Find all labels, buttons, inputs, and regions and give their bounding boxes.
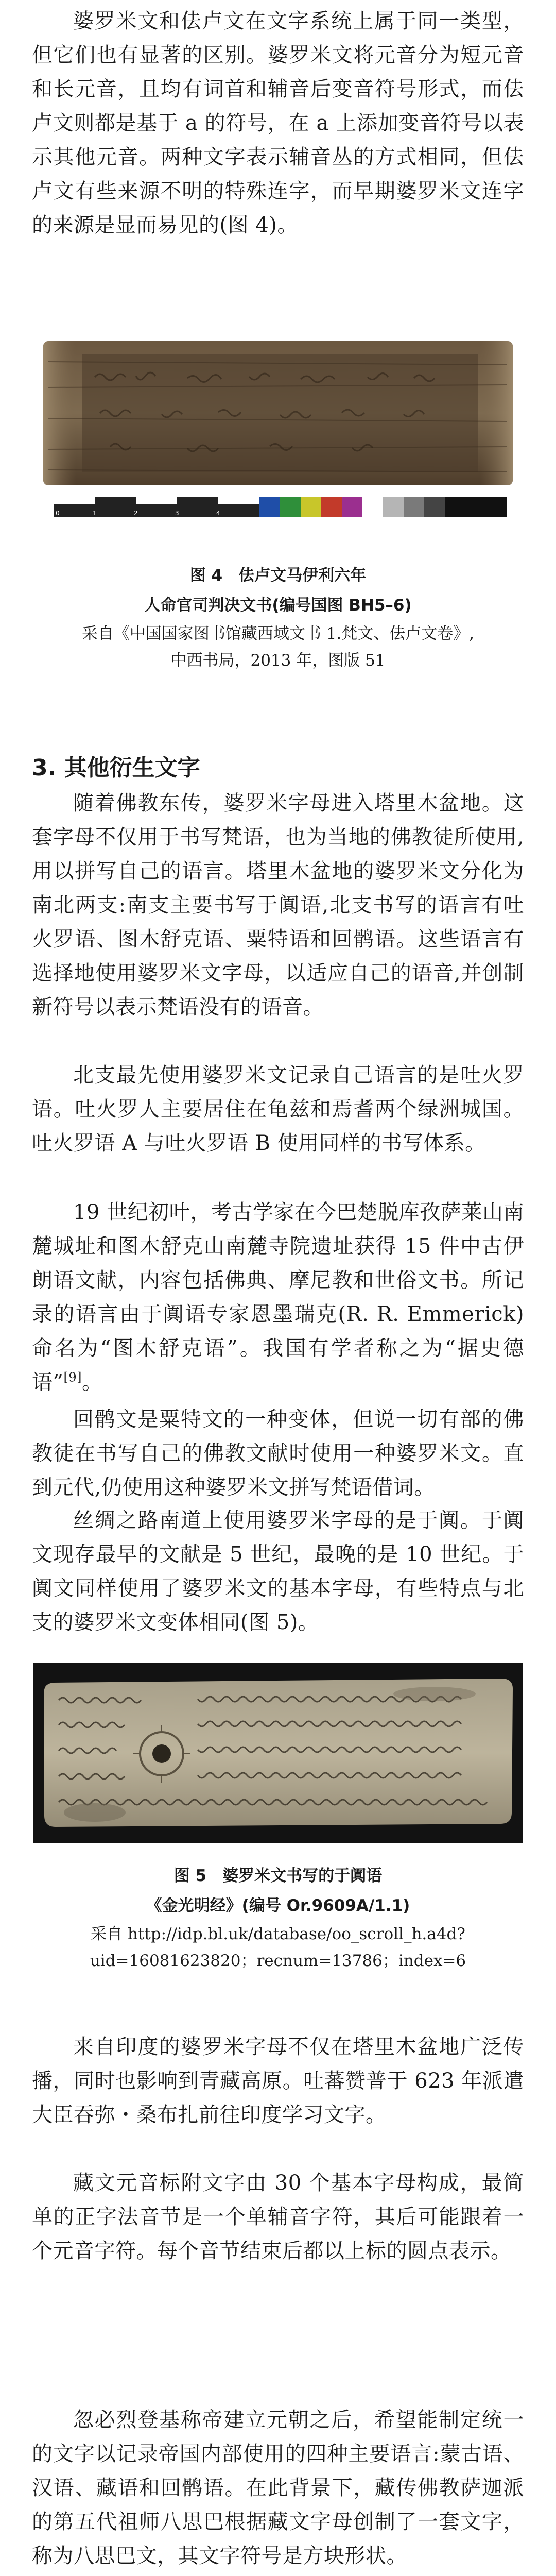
figure-4-source-line-1: 采自《中国国家图书馆藏西域文书 1.梵文、佉卢文卷》,: [81, 624, 475, 643]
paragraph-9: 忽必烈登基称帝建立元朝之后，希望能制定统一的文字以记录帝国内部使用的四种主要语言:蒙古语、汉语、藏语和回鹘语。在此背景下，藏传佛教萨迦派的第五代祖师八思巴根据藏文字母创制了一套文字，称为八思巴文，其文字符号是方块形状。: [32, 2408, 524, 2568]
figure-4-source-line-2: 中西书局，2013 年，图版 51: [170, 651, 386, 670]
figure-5-image: [33, 1663, 523, 1843]
paragraph-4-end: 。: [81, 1370, 103, 1394]
svg-text:4: 4: [216, 510, 220, 517]
paragraph-5: 回鹘文是粟特文的一种变体，但说一切有部的佛教徒在书写自己的佛教文献时使用一种婆罗米文。直到元代,仍使用这种婆罗米文拼写梵语借词。: [32, 1408, 524, 1499]
figure-5-source-line-2: uid=16081623820；recnum=13786；index=6: [90, 1952, 466, 1970]
svg-text:3: 3: [175, 510, 179, 517]
paragraph-3: 北支最先使用婆罗米文记录自己语言的是吐火罗语。吐火罗人主要居住在龟兹和焉耆两个绿洲城国。吐火罗语 A 与吐火罗语 B 使用同样的书写体系。: [32, 1063, 524, 1155]
figure-5-title-line-2: 《金光明经》(编号 Or.9609A/1.1): [146, 1896, 410, 1915]
figure-5-title-line-1: 图 5 婆罗米文书写的于阗语: [173, 1867, 383, 1885]
paragraph-4: [0, 1195, 556, 1399]
paragraph-8: 藏文元音标附文字由 30 个基本字母构成，最简单的正字法音节是一个单辅音字符，其后可能跟着一个元音字符。每个音节结束后都以上标的圆点表示。: [32, 2171, 524, 2263]
figure-4-title-line-1: 图 4 佉卢文马伊利六年: [189, 566, 367, 585]
svg-text:0: 0: [56, 510, 60, 517]
svg-text:1: 1: [93, 510, 97, 517]
figure-4-image: [33, 315, 523, 545]
section-heading: 3. 其他衍生文字: [32, 755, 200, 781]
figure-4-title-line-2: 人命官司判决文书(编号国图 BH5–6): [144, 596, 412, 615]
footnote-ref: [9]: [63, 1370, 82, 1385]
paragraph-2: 随着佛教东传，婆罗米字母进入塔里木盆地。这套字母不仅用于书写梵语，也为当地的佛教徒所使用,用以拼写自己的语言。塔里木盆地的婆罗米文分化为南北两支:南支主要书写于阗语,北支书写的语言有吐火罗语、图木舒克语、粟特语和回鹘语。这些语言有选择地使用婆罗米文字母，以适应自己的语音,并创制新符号以表示梵语没有的语音。: [32, 791, 524, 1019]
paragraph-4-text: 19 世纪初叶，考古学家在今巴楚脱库孜萨莱山南麓城址和图木舒克山南麓寺院遗址获得 15 件中古伊朗语文献，内容包括佛典、摩尼教和世俗文书。所记录的语言由于阗语专家恩墨瑞克(R. R. Emmerick)命名为“图木舒克语”。我国有学者称之为“据史德语”: [32, 1200, 524, 1394]
figure-5-source-line-1: 采自 http://idp.bl.uk/database/oo_scroll_h.a4d?: [91, 1925, 465, 1943]
paragraph-7: 来自印度的婆罗米字母不仅在塔里木盆地广泛传播，同时也影响到青藏高原。吐蕃赞普于 623 年派遣大臣吞弥・桑布扎前往印度学习文字。: [32, 2035, 524, 2127]
paragraph-6: 丝绸之路南道上使用婆罗米字母的是于阗。于阗文现存最早的文献是 5 世纪，最晚的是 10 世纪。于阗文同样使用了婆罗米文的基本字母，有些特点与北支的婆罗米文变体相同(图 5)。: [32, 1509, 524, 1634]
paragraph-1: 婆罗米文和佉卢文在文字系统上属于同一类型，但它们也有显著的区别。婆罗米文将元音分为短元音和长元音，且均有词首和辅音后变音符号形式，而佉卢文则都是基于 a 的符号，在 a 上添加变音符号以表示其他元音。两种文字表示辅音丛的方式相同，但佉卢文有些来源不明的特殊连字，而早期婆罗米文连字的来源是显而易见的(图 4)。: [32, 9, 524, 237]
svg-text:2: 2: [134, 510, 138, 517]
